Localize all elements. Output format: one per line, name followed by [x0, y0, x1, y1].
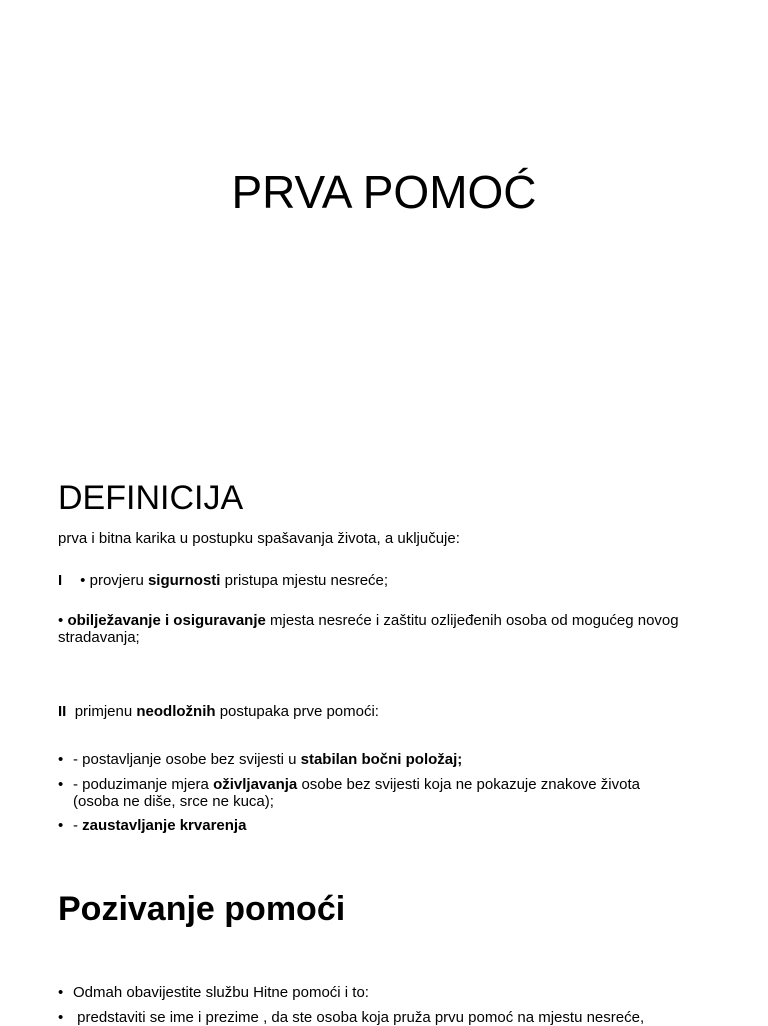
marking-bullet: • [58, 612, 64, 629]
definicija-intro: prva i bitna karika u postupku spašavanja života, a uključuje: [58, 530, 460, 547]
section-one-bullet: • [80, 572, 86, 589]
marking-bold: obilježavanje i osiguravanje [67, 612, 266, 629]
section-one-numeral: I [58, 572, 63, 589]
list-item-bullet: • [58, 1009, 64, 1026]
list-item-pre: - poduzimanje mjera [73, 776, 214, 793]
section-two-bold: neodložnih [136, 703, 216, 720]
section-two-numeral: II [58, 703, 67, 720]
section-one-line [58, 572, 718, 589]
list-item-post: osobe bez svijesti koja ne pokazuje znakove života (osoba ne diše, srce ne kuca); [73, 776, 640, 810]
list-item-bullet: • [58, 776, 64, 793]
list-item-bullet: • [58, 751, 64, 768]
list-item-bold: zaustavljanje krvarenja [82, 817, 247, 834]
section-two-line [58, 703, 718, 720]
section-two-pre: primjenu [74, 703, 137, 720]
list-item: Odmah obavijestite službu Hitne pomoći i to: [73, 984, 369, 1001]
list-item [73, 751, 713, 768]
section-one-pre: provjeru [89, 572, 148, 589]
pozivanje-heading: Pozivanje pomoći [58, 890, 346, 928]
list-item: predstaviti se ime i prezime , da ste osoba koja pruža prvu pomoć na mjestu nesreće, [73, 1009, 645, 1026]
marking-paragraph [58, 612, 718, 646]
section-one-bold: sigurnosti [147, 572, 221, 589]
list-item-pre: - postavljanje osobe bez svijesti u [73, 751, 301, 768]
list-item [73, 776, 673, 810]
section-two-post: postupaka prve pomoći: [215, 703, 379, 720]
definicija-heading: DEFINICIJA [58, 479, 244, 517]
list-item-bold: stabilan bočni položaj; [300, 751, 463, 768]
list-item [73, 817, 713, 834]
list-item-bold: oživljavanja [213, 776, 298, 793]
marking-post: mjesta nesreće i zaštitu ozlijeđenih osoba od mogućeg novog stradavanja; [58, 612, 679, 646]
list-item-pre: - [73, 817, 83, 834]
list-item-bullet: • [58, 984, 64, 1001]
list-item-bullet: • [58, 817, 64, 834]
page-title: PRVA POMOĆ [231, 166, 537, 218]
section-one-post: pristupa mjestu nesreće; [220, 572, 389, 589]
